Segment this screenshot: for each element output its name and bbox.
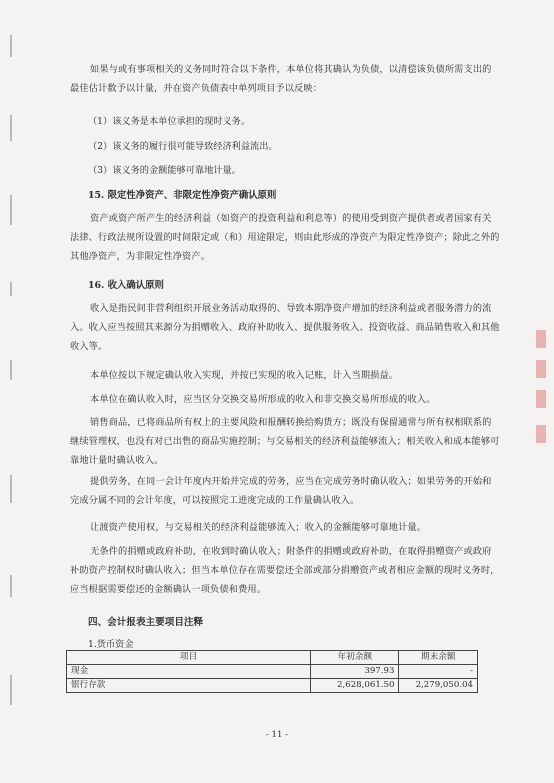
section-heading-4: 四、会计报表主要项目注释: [88, 617, 204, 628]
paragraph-16f: 让渡资产使用权，与交易相关的经济利益能够流入；收入的金额能够可靠地计量。: [90, 522, 427, 533]
binding-marks: [10, 20, 14, 760]
cell-value: 2,628,061.50: [311, 679, 399, 693]
row-label: 银行存款: [67, 679, 311, 693]
paragraph-16d: 销售商品，已将商品所有权上的主要风险和报酬转换给购货方；既没有保留通常与所有权相联系的继续管理权，也没有对已出售的商品实施控制；与交易相关的经济利益能够流入；相关收入和成本能够可靠地计量时确认收入。: [70, 417, 500, 466]
paragraph-16e: 提供劳务，在同一会计年度内开始并完成的劳务，应当在完成劳务时确认收入；如果劳务的开始和完成分属不同的会计年度，可以按照完工进度完成的工作量确认收入。: [70, 476, 492, 506]
page-number: - 11 -: [265, 730, 289, 740]
row-label: 现金: [67, 665, 311, 679]
heading-16: 16. 收入确认原则: [88, 280, 164, 291]
subheading-cash: 1.货币资金: [88, 639, 134, 650]
column-header: 项目: [67, 651, 311, 665]
condition-3: （3）该义务的金额能够可靠地计量。: [88, 165, 241, 176]
condition-1: （1）该义务是本单位承担的现时义务。: [88, 116, 251, 127]
column-header: 期末余额: [399, 651, 478, 665]
cell-value: 397.93: [311, 665, 399, 679]
paragraph-15: 资产或资产所产生的经济利益（如资产的投资利益和利息等）的使用受到资产提供者或者国家有关法律、行政法规所设置的时间限定或（和）用途限定，则由此形成的净资产为限定性净资产；除此之外的其他净资产，为非限定性净资产。: [70, 213, 500, 262]
paragraph-16a: 收入是指民间非营利组织开展业务活动取得的、导致本期净资产增加的经济利益或者服务潜力的流入。收入应当按照其来源分为捐赠收入、政府补助收入、提供服务收入、投资收益、商品销售收入和其他收入等。: [70, 303, 500, 352]
condition-2: （2）该义务的履行很可能导致经济利益流出。: [88, 141, 278, 152]
cell-value: 2,279,050.04: [399, 679, 478, 693]
paragraph-16c: 本单位在确认收入时，应当区分交换交易所形成的收入和非交换交易所形成的收入。: [90, 394, 436, 405]
seal-edge: [536, 330, 550, 460]
paragraph-contingency: 如果与或有事项相关的义务同时符合以下条件，本单位将其确认为负债，以清偿该负债所需支出的最佳估计数予以计量，并在资产负债表中单列项目予以反映：: [70, 64, 492, 94]
table-row: [67, 665, 478, 679]
heading-15: 15. 限定性净资产、非限定性净资产确认原则: [88, 190, 277, 201]
table-row: [67, 679, 478, 693]
column-header: 年初余额: [311, 651, 399, 665]
paragraph-16g: 无条件的捐赠或政府补助，在收到时确认收入；附条件的捐赠或政府补助，在取得捐赠资产或政府补助资产控制权时确认收入；但当本单位存在需要偿还全部或部分捐赠资产或者相应金额的现时义务时，应当根据需要偿还的金额确认一项负债和费用。: [70, 546, 500, 595]
cell-value: -: [399, 665, 478, 679]
paragraph-16b: 本单位按以下规定确认收入实现，并按已实现的收入记账，计入当期损益。: [90, 370, 399, 381]
table-header-row: [67, 651, 478, 665]
cash-table: [66, 650, 478, 693]
